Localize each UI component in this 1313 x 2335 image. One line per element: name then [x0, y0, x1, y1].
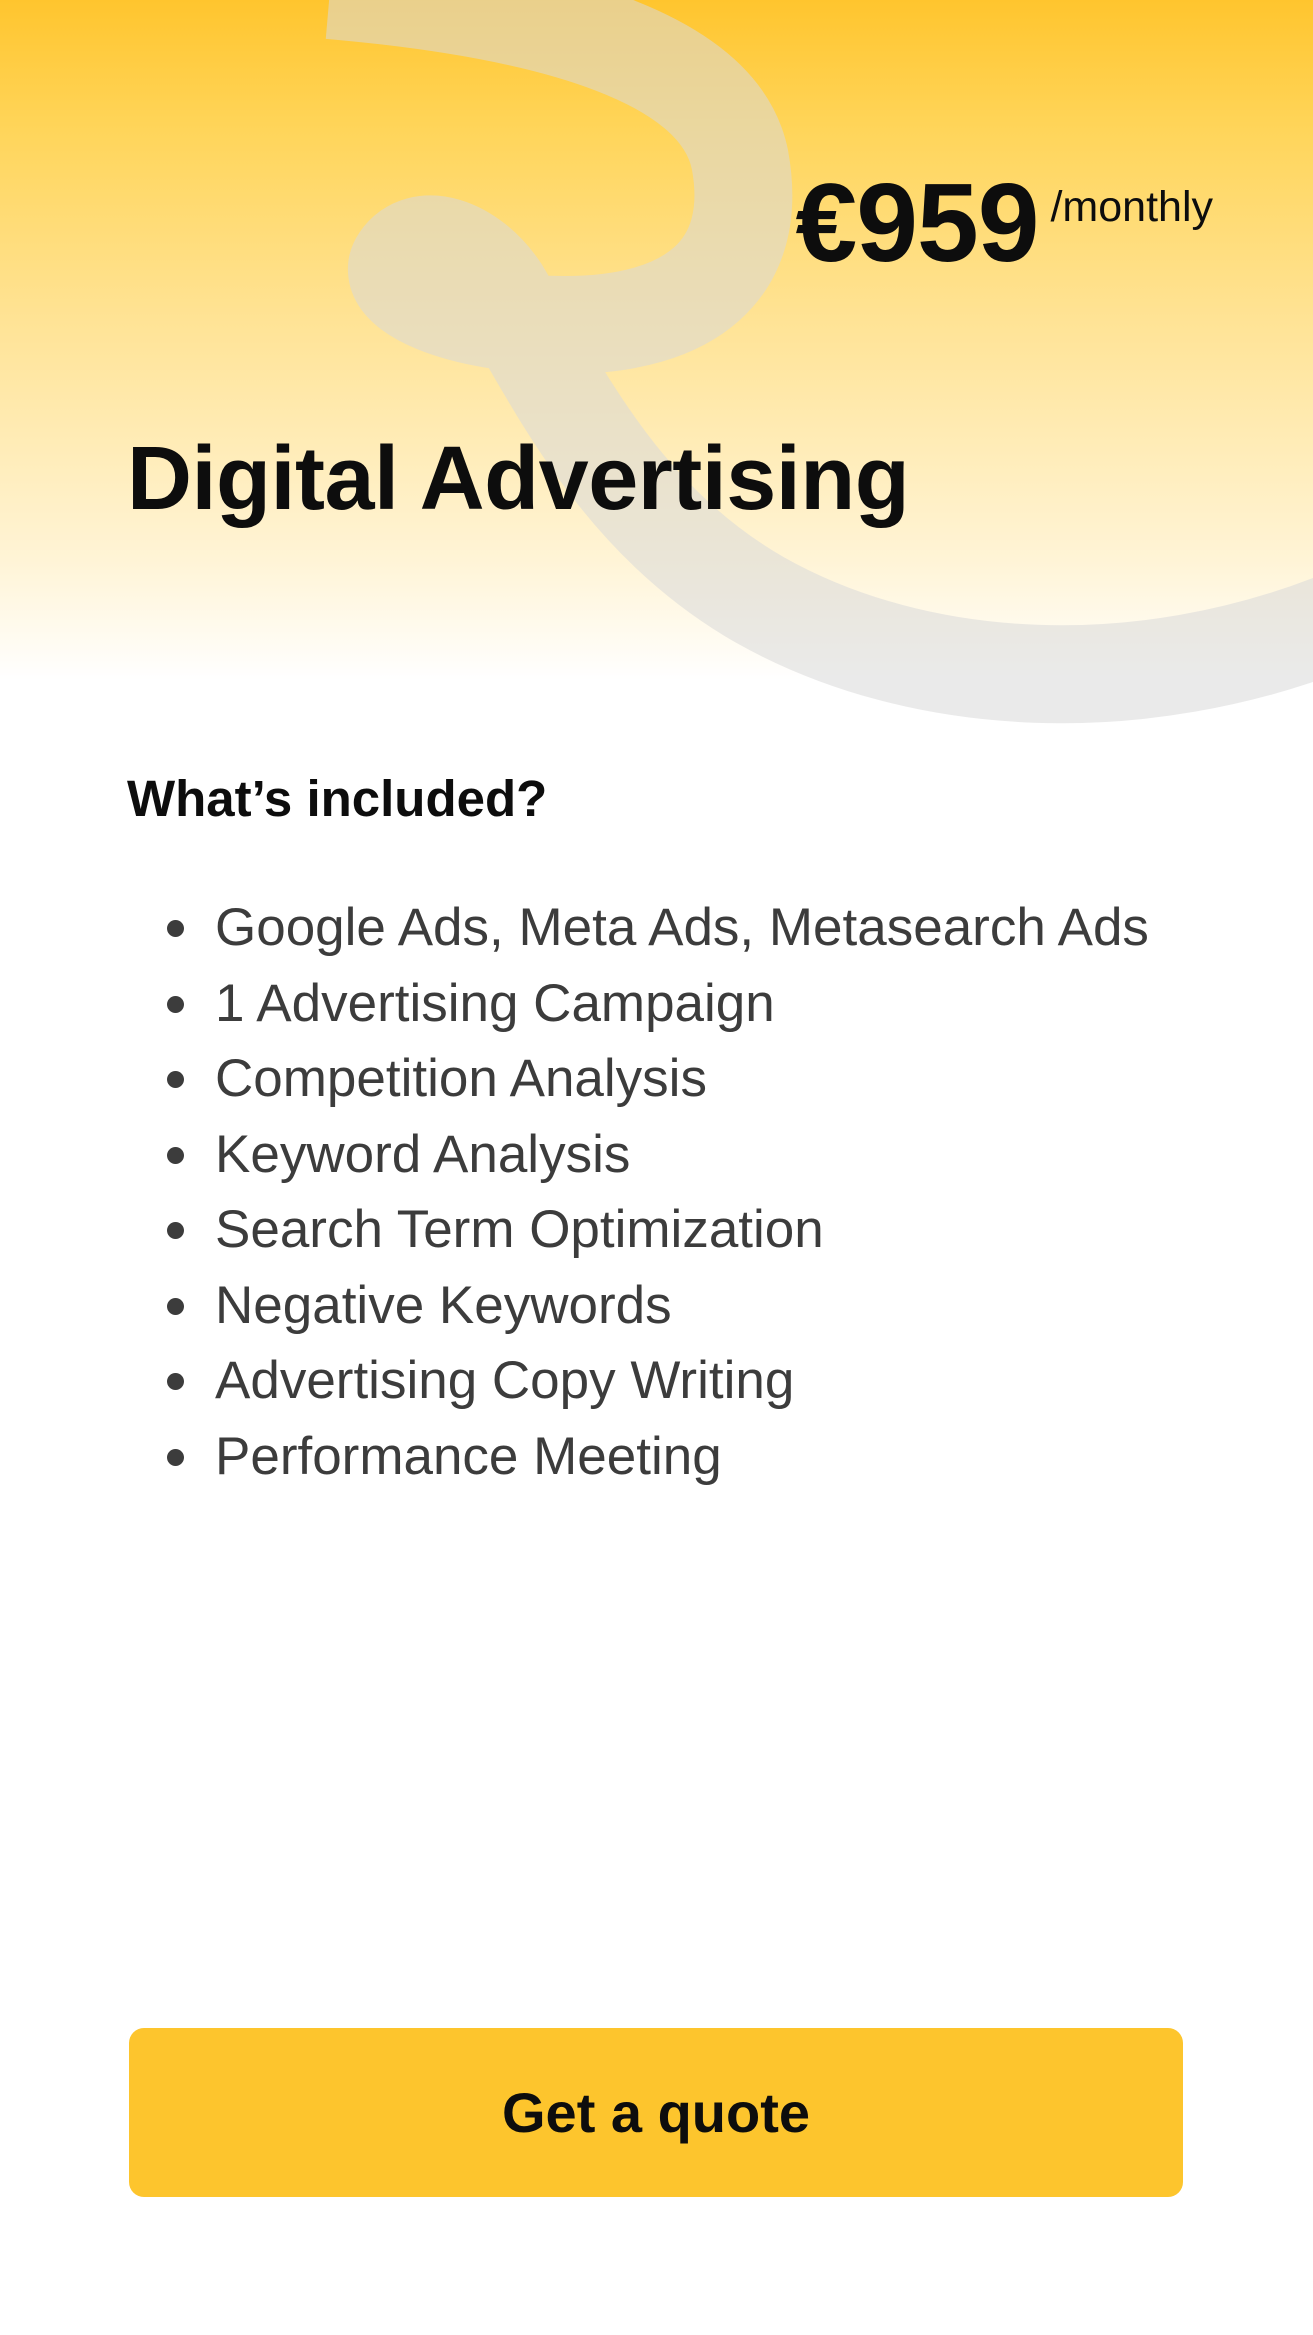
price-amount: €959	[795, 161, 1039, 285]
feature-item: Performance Meeting	[215, 1419, 1149, 1495]
feature-item: Search Term Optimization	[215, 1192, 1149, 1268]
included-heading: What’s included?	[127, 770, 548, 827]
plan-title: Digital Advertising	[127, 429, 910, 529]
feature-item: Keyword Analysis	[215, 1117, 1149, 1193]
feature-item: Google Ads, Meta Ads, Metasearch Ads	[215, 890, 1149, 966]
feature-item: 1 Advertising Campaign	[215, 966, 1149, 1042]
feature-item: Advertising Copy Writing	[215, 1343, 1149, 1419]
price-period: /monthly	[1050, 183, 1213, 231]
get-quote-button[interactable]: Get a quote	[129, 2028, 1183, 2197]
feature-list	[127, 890, 1149, 1494]
feature-item: Competition Analysis	[215, 1041, 1149, 1117]
feature-item: Negative Keywords	[215, 1268, 1149, 1344]
price-display	[795, 161, 1213, 285]
